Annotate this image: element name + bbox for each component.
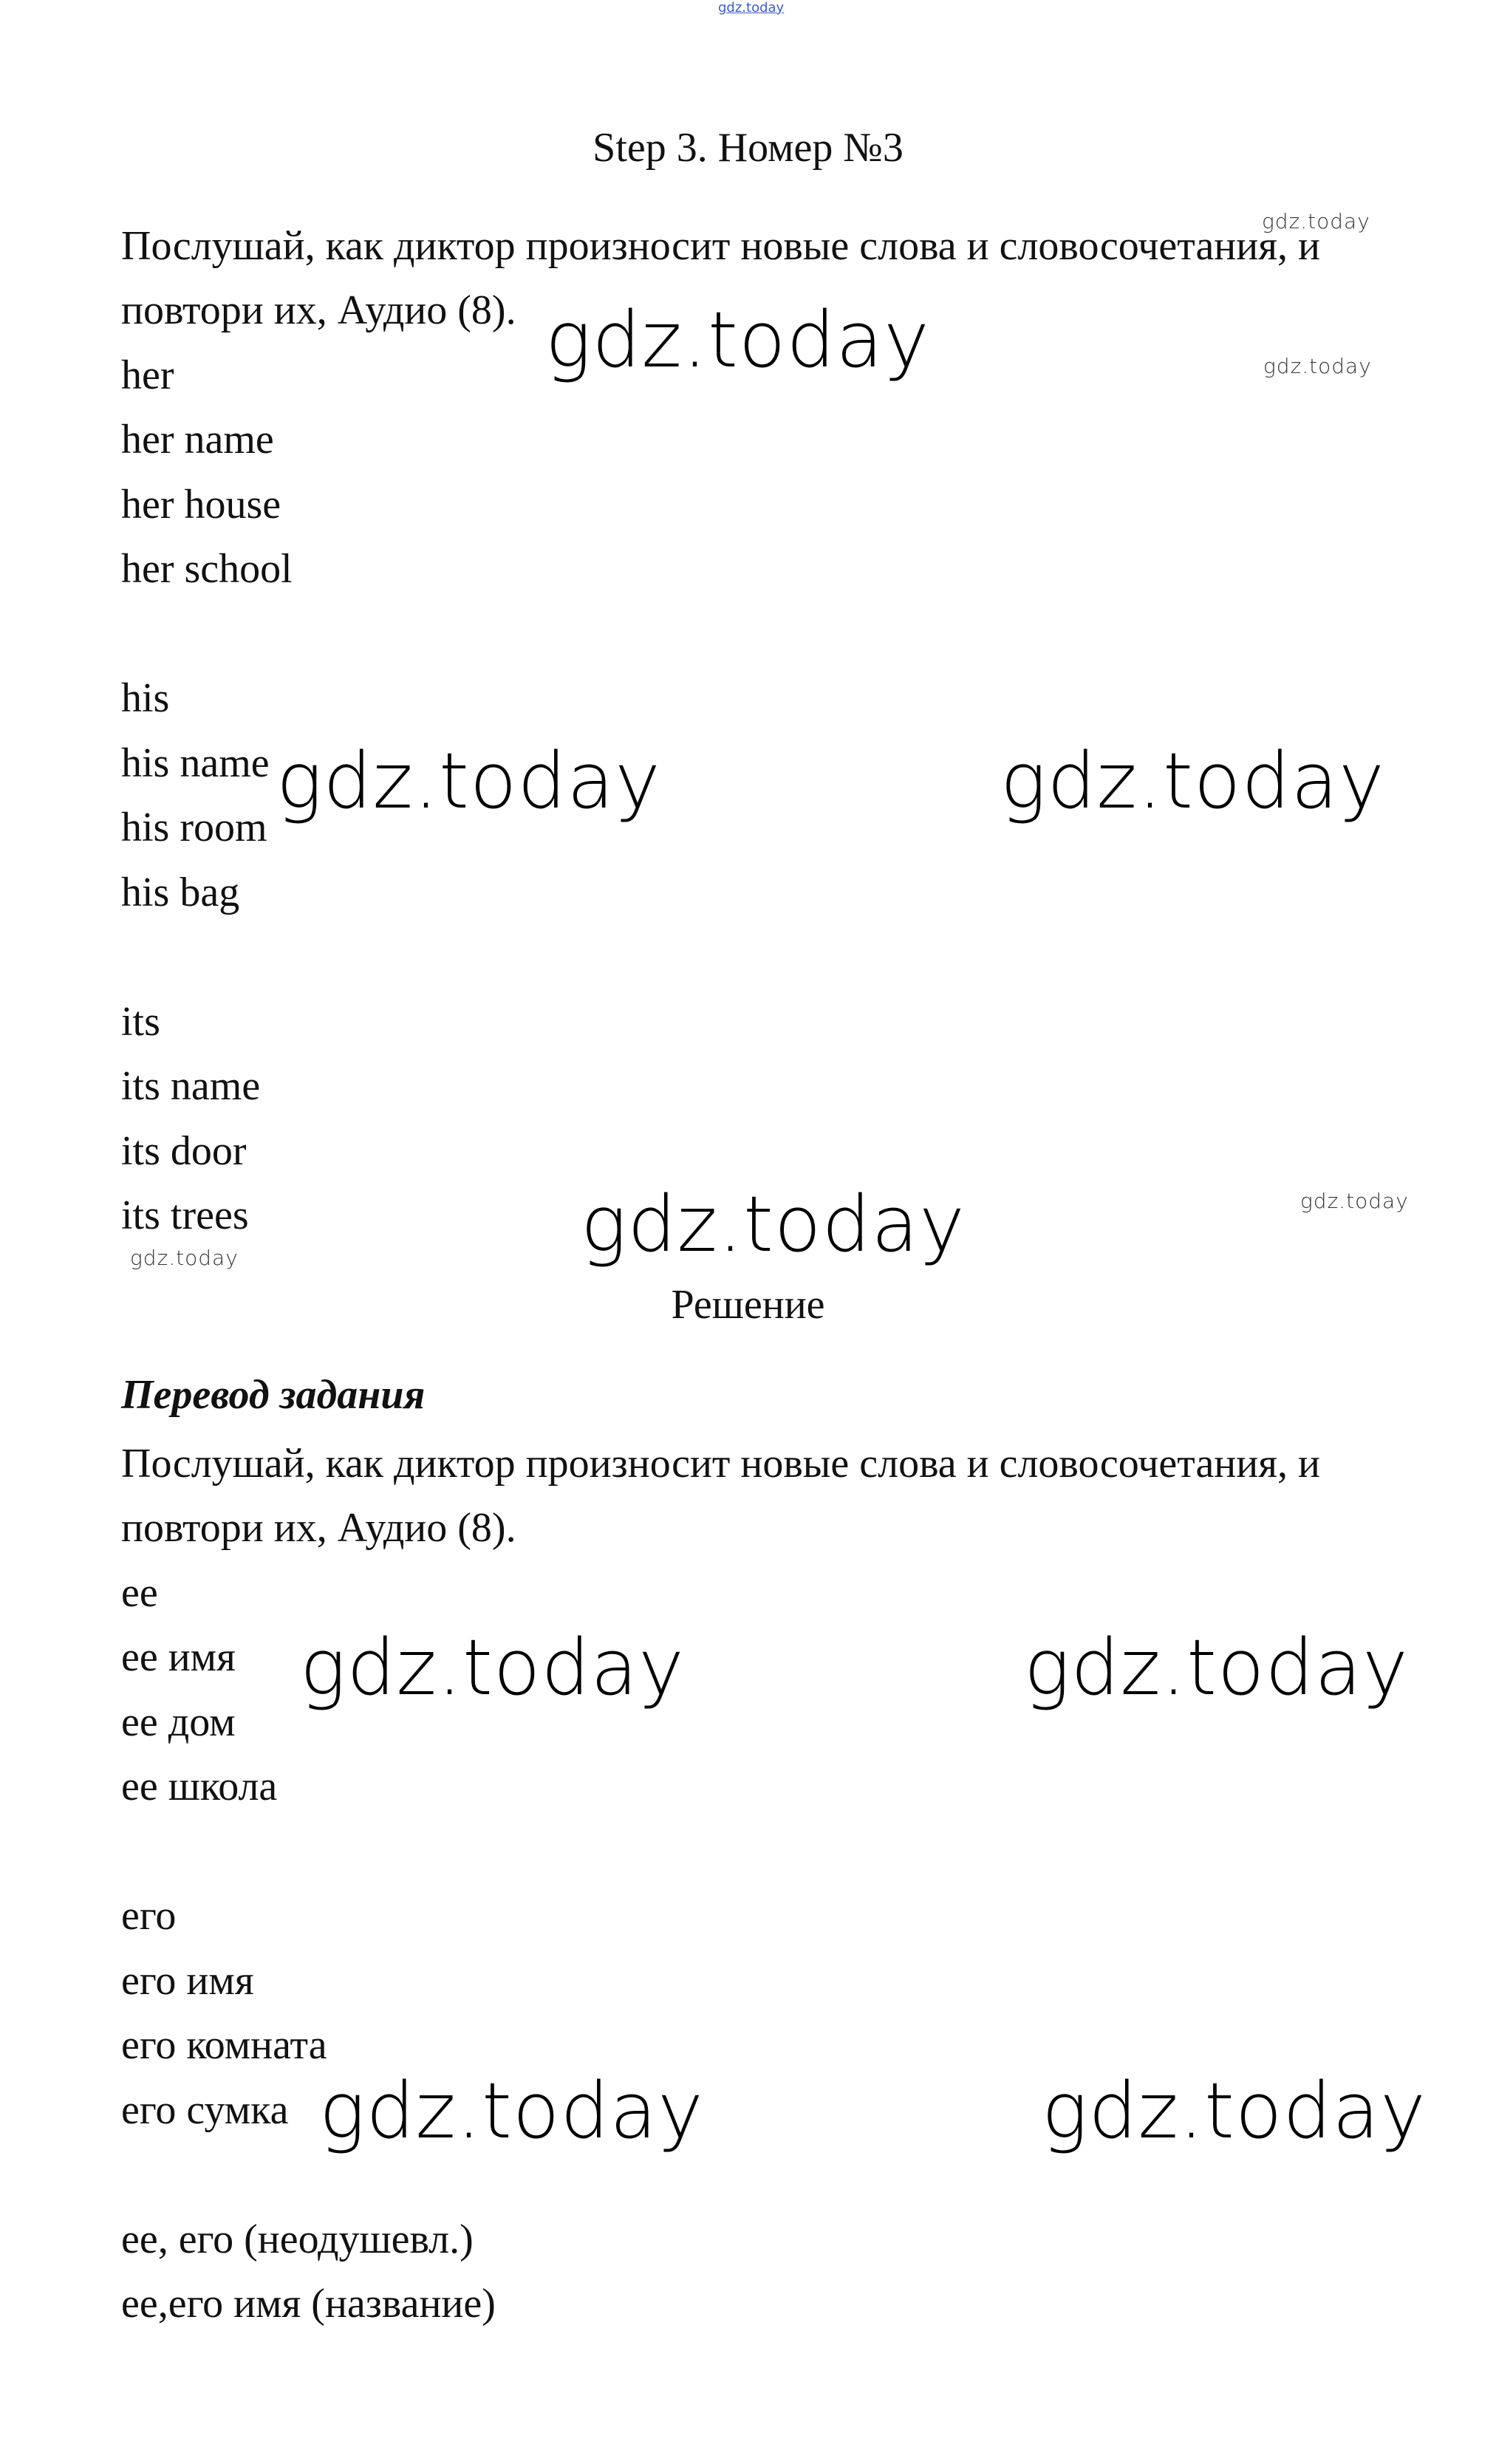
watermark-small: gdz.today — [1262, 209, 1370, 233]
translation-item: его — [121, 1893, 177, 1939]
translation-item: ее, его (неодушевл.) — [121, 2216, 474, 2262]
watermark-large: gdz.today — [300, 1622, 685, 1713]
solution-instruction-line1: Послушай, как диктор произносит новые слова и словосочетания, и — [121, 1441, 1320, 1487]
translation-heading: Перевод задания — [121, 1372, 426, 1418]
watermark-large: gdz.today — [1042, 2066, 1427, 2156]
watermark-large: gdz.today — [319, 2066, 704, 2156]
word-item: its door — [121, 1128, 247, 1174]
word-item: his room — [121, 805, 267, 850]
translation-item: ее — [121, 1570, 158, 1616]
solution-title: Решение — [671, 1282, 825, 1328]
watermark-large: gdz.today — [1024, 1622, 1409, 1713]
watermark-large: gdz.today — [276, 736, 661, 826]
word-item: her house — [121, 482, 281, 528]
task-instruction-line1: Послушай, как диктор произносит новые слова и словосочетания, и — [121, 223, 1320, 269]
page-title: Step 3. Номер №3 — [592, 125, 904, 171]
translation-item: ее школа — [121, 1764, 278, 1809]
translation-item: его имя — [121, 1958, 254, 2004]
word-item: her — [121, 352, 174, 398]
word-item: his — [121, 675, 170, 721]
watermark-small: gdz.today — [1263, 354, 1372, 378]
watermark-small: gdz.today — [1300, 1189, 1409, 1213]
word-item: her name — [121, 417, 274, 463]
word-item: its — [121, 999, 160, 1045]
watermark-small: gdz.today — [130, 1246, 239, 1270]
watermark-large: gdz.today — [1000, 736, 1385, 826]
translation-item: его сумка — [121, 2087, 289, 2133]
word-item: his name — [121, 740, 270, 786]
word-item: her school — [121, 546, 293, 592]
solution-instruction-line2: повтори их, Аудио (8). — [121, 1505, 516, 1551]
word-item: his bag — [121, 870, 240, 915]
word-item: its name — [121, 1063, 261, 1109]
task-instruction-line2: повтори их, Аудио (8). — [121, 287, 516, 333]
translation-item: ее дом — [121, 1699, 236, 1745]
top-site-link[interactable]: gdz.today — [718, 0, 785, 16]
translation-item: ее имя — [121, 1634, 236, 1680]
translation-item: ее,его имя (название) — [121, 2281, 496, 2327]
word-item: its trees — [121, 1192, 249, 1238]
watermark-large: gdz.today — [581, 1179, 966, 1269]
translation-item: его комната — [121, 2022, 327, 2068]
watermark-large: gdz.today — [545, 295, 930, 385]
